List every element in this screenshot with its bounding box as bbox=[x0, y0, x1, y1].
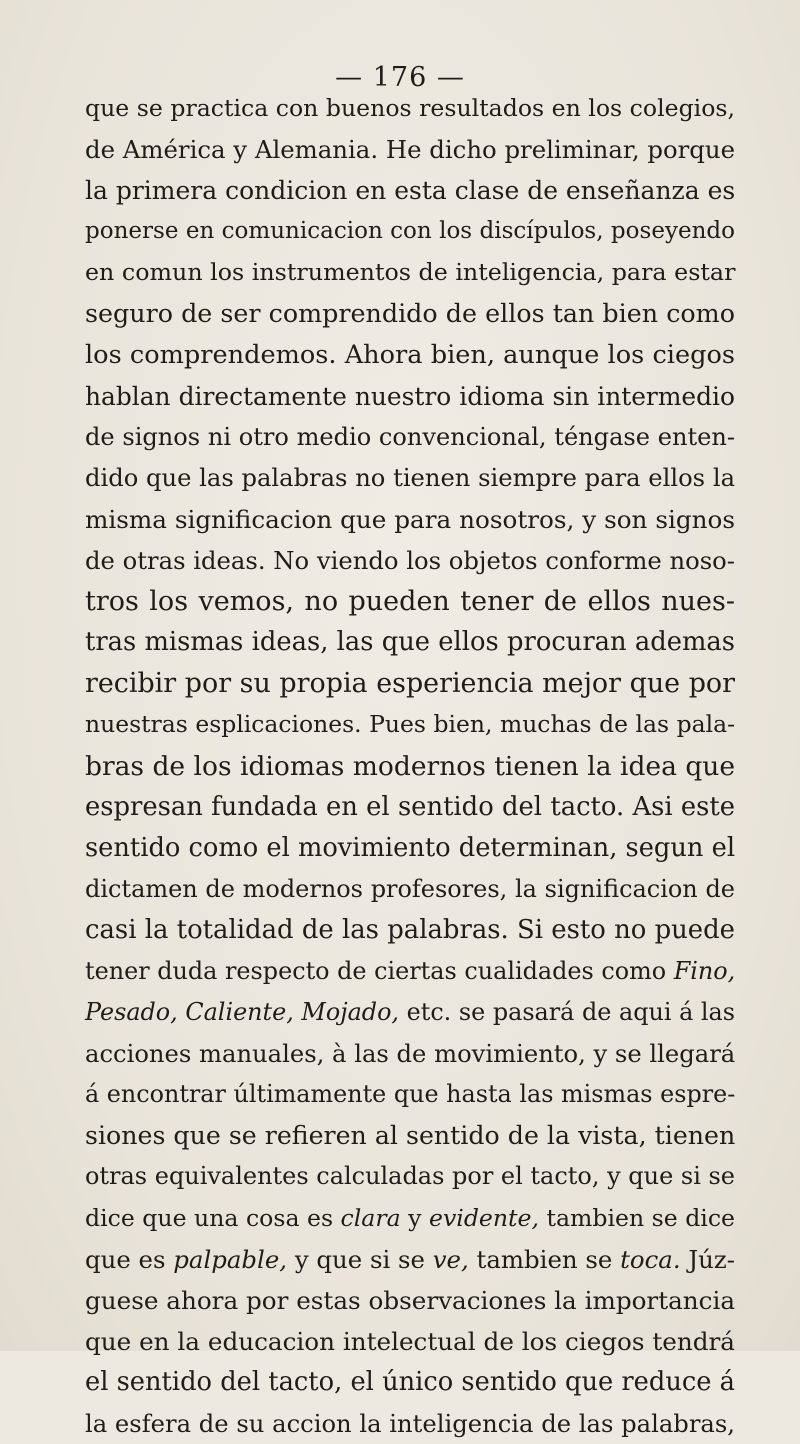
text-line bbox=[85, 869, 735, 910]
text-line bbox=[85, 88, 735, 129]
text-segment: seguro de ser comprendido de ellos tan bien como bbox=[85, 298, 735, 329]
text-segment: tros los vemos, no pueden tener de ellos nues- bbox=[85, 586, 735, 618]
text-line bbox=[85, 1321, 735, 1362]
text-segment: sentido como el movimiento determinan, segun el bbox=[85, 832, 736, 863]
text-line bbox=[85, 1074, 735, 1115]
italic-text-segment: Pesado, Caliente, Mojado, bbox=[85, 998, 399, 1027]
text-segment: en comun los instrumentos de inteligencia, para estar bbox=[85, 258, 736, 287]
italic-text-segment: Fino, bbox=[673, 956, 736, 985]
text-segment: hablan directamente nuestro idioma sin intermedio bbox=[85, 381, 735, 411]
text-line bbox=[85, 1156, 735, 1197]
text-line bbox=[85, 376, 735, 417]
text-segment: de América y Alemania. He dicho preliminar, porque bbox=[85, 135, 735, 165]
text-line bbox=[85, 417, 735, 458]
text-line bbox=[85, 581, 735, 622]
text-segment: que es bbox=[85, 1244, 174, 1274]
text-line bbox=[85, 1115, 735, 1156]
text-line bbox=[85, 663, 735, 704]
text-segment: bras de los idiomas modernos tienen la idea que bbox=[85, 750, 736, 782]
text-line bbox=[85, 910, 735, 951]
italic-text-segment: clara bbox=[340, 1203, 401, 1232]
text-segment: el sentido del tacto, el único sentido que reduce á bbox=[85, 1366, 735, 1397]
text-segment: otras equivalentes calculadas por el tacto, y que si se bbox=[85, 1162, 735, 1191]
text-segment: la esfera de su accion la inteligencia de las palabras, bbox=[85, 1409, 735, 1438]
text-line bbox=[85, 129, 735, 170]
italic-text-segment: evidente, bbox=[429, 1203, 539, 1232]
text-line bbox=[85, 170, 735, 211]
text-segment: que en la educacion intelectual de los ciegos tendrá bbox=[85, 1326, 735, 1356]
text-segment: misma significacion que para nosotros, y son signos bbox=[85, 504, 735, 534]
text-segment: nuestras esplicaciones. Pues bien, muchas de las pala- bbox=[85, 710, 735, 739]
text-line bbox=[85, 293, 735, 334]
text-segment: y bbox=[400, 1203, 430, 1232]
text-segment: de signos ni otro medio convencional, téngase enten- bbox=[85, 422, 735, 451]
page-number: — 176 — bbox=[335, 62, 465, 93]
text-line bbox=[85, 1033, 735, 1074]
text-segment: tambien se bbox=[468, 1244, 621, 1274]
text-segment: los comprendemos. Ahora bien, aunque los ciegos bbox=[85, 339, 735, 370]
text-segment: siones que se refieren al sentido de la vista, tienen bbox=[85, 1121, 736, 1151]
text-line bbox=[85, 211, 735, 252]
text-segment: á encontrar últimamente que hasta las mismas espre- bbox=[85, 1080, 736, 1109]
text-line bbox=[85, 1198, 735, 1239]
text-line bbox=[85, 704, 735, 745]
text-line bbox=[85, 1280, 735, 1321]
text-segment: guese ahora por estas observaciones la importancia bbox=[85, 1285, 736, 1315]
text-segment: dictamen de modernos profesores, la significacion de bbox=[85, 874, 735, 903]
italic-text-segment: ve, bbox=[432, 1244, 469, 1274]
text-segment: tras mismas ideas, las que ellos procuran ademas bbox=[85, 627, 735, 658]
text-segment: Júz- bbox=[680, 1244, 735, 1274]
text-segment: que se practica con buenos resultados en los colegios, bbox=[85, 94, 735, 122]
text-line bbox=[85, 622, 735, 663]
text-segment: ponerse en comunicacion con los discípulos, poseyendo bbox=[85, 218, 735, 245]
text-segment: tambien se dice bbox=[539, 1203, 735, 1232]
text-segment: etc. se pasará de aqui á las bbox=[399, 998, 735, 1027]
text-line bbox=[85, 335, 735, 376]
italic-text-segment: toca. bbox=[620, 1244, 681, 1274]
italic-text-segment: palpable, bbox=[173, 1244, 288, 1274]
text-segment: dice que una cosa es bbox=[85, 1203, 341, 1232]
text-line bbox=[85, 1239, 735, 1280]
text-line bbox=[85, 828, 735, 869]
text-segment: la primera condicion en esta clase de enseñanza es bbox=[85, 176, 736, 206]
text-segment: recibir por su propia esperiencia mejor que por bbox=[85, 668, 735, 700]
text-line bbox=[85, 458, 735, 499]
text-line bbox=[85, 787, 735, 828]
text-line bbox=[85, 951, 735, 992]
text-segment: y que si se bbox=[287, 1244, 433, 1274]
text-segment: acciones manuales, à las de movimiento, y se llegará bbox=[85, 1039, 736, 1069]
text-line bbox=[85, 1403, 735, 1444]
text-line bbox=[85, 252, 735, 293]
text-segment: tener duda respecto de ciertas cualidades como bbox=[85, 956, 674, 985]
text-segment: dido que las palabras no tienen siempre para ellos la bbox=[85, 463, 735, 492]
text-line bbox=[85, 746, 735, 787]
text-line bbox=[85, 540, 735, 581]
body-text bbox=[85, 88, 735, 1444]
text-segment: de otras ideas. No viendo los objetos conforme noso- bbox=[85, 546, 735, 576]
text-segment: casi la totalidad de las palabras. Si esto no puede bbox=[85, 914, 735, 945]
text-line bbox=[85, 992, 735, 1033]
text-line bbox=[85, 499, 735, 540]
text-line bbox=[85, 1362, 735, 1403]
text-segment: espresan fundada en el sentido del tacto. Asi este bbox=[85, 791, 735, 822]
